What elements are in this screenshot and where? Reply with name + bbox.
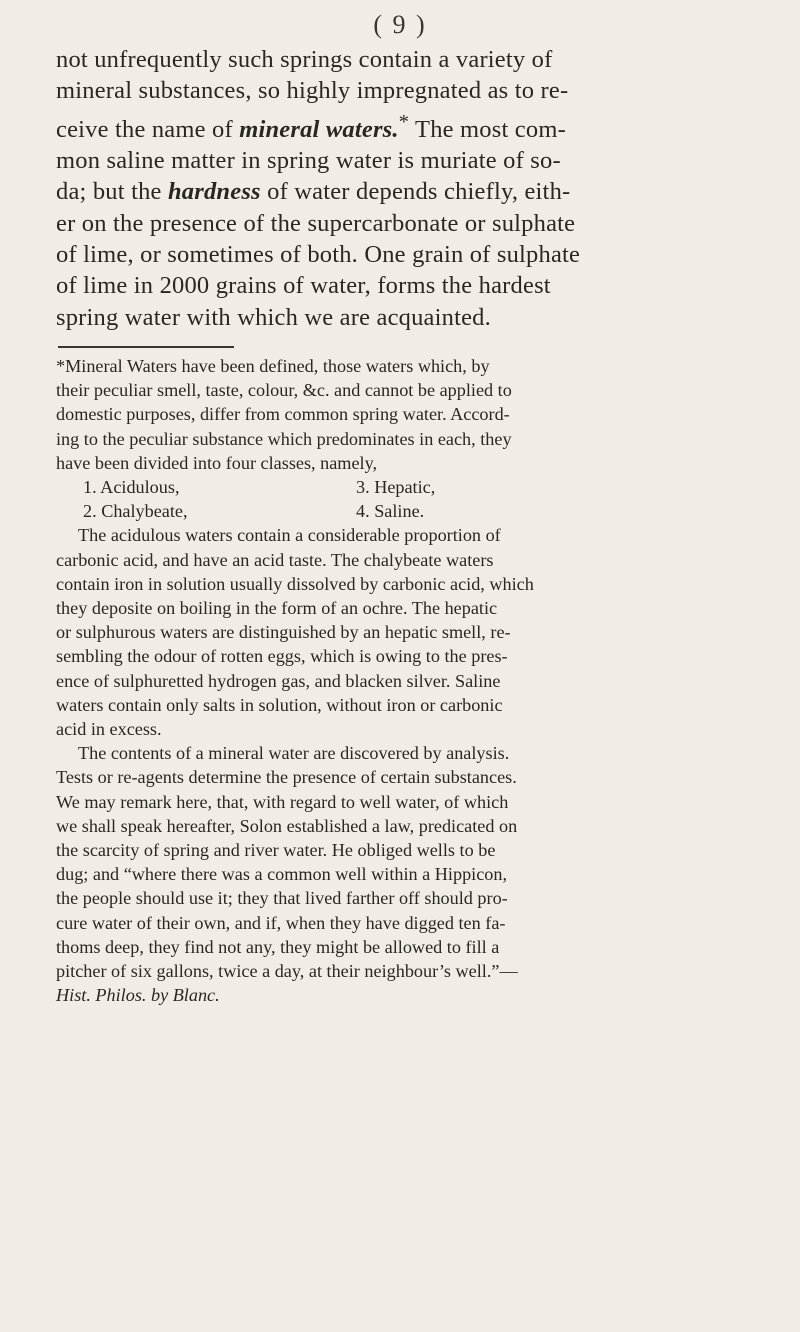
main-line-2: mineral substances, so highly impregnated as to re-	[56, 77, 569, 105]
main-line-3-start: ceive the name of	[56, 115, 240, 143]
main-line-7: of lime, or sometimes of both. One grain of sulphate	[56, 240, 581, 268]
main-text	[56, 44, 746, 333]
main-line-1: not unfrequently such springs contain a variety of	[56, 46, 553, 73]
footnote-line: we shall speak hereafter, Solon established a law, predicated on	[56, 815, 518, 836]
footnote-marker: *	[398, 110, 410, 133]
footnote-line: sembling the odour of rotten eggs, which is owing to the pres-	[56, 646, 508, 667]
footnote-line: their peculiar smell, taste, colour, &c. and cannot be applied to	[56, 380, 512, 401]
main-line-5	[56, 176, 746, 207]
footnote-line: Tests or re-agents determine the presence of certain substances.	[56, 767, 517, 788]
mineral-waters-term: mineral waters.	[239, 115, 399, 143]
footnote-line: dug; and “where there was a common well within a Hippicon,	[56, 864, 508, 885]
footnote-line: they deposite on boiling in the form of an ochre. The hepatic	[56, 598, 498, 618]
class-row	[56, 499, 744, 523]
footnote-line: the scarcity of spring and river water. He obliged wells to be	[56, 840, 496, 861]
footnote-line: waters contain only salts in solution, without iron or carbonic	[56, 694, 503, 715]
footnote-line: The acidulous waters contain a considerable proportion of	[78, 525, 501, 546]
footnote-line: the people should use it; they that lived farther off should pro-	[56, 888, 508, 909]
class-hepatic: 3. Hepatic,	[356, 477, 436, 498]
footnote-line: We may remark here, that, with regard to well water, of which	[56, 791, 509, 812]
footnote-line: pitcher of six gallons, twice a day, at their neighbour’s well.”—	[56, 961, 518, 982]
footnote-line: *Mineral Waters have been defined, those waters which, by	[56, 356, 490, 376]
main-line-5-start: da; but the	[56, 178, 168, 206]
footnote-line: thoms deep, they find not any, they might be allowed to fill a	[56, 936, 500, 957]
footnote-line: cure water of their own, and if, when they have digged ten fa-	[56, 912, 506, 933]
main-line-4: mon saline matter in spring water is muriate of so-	[56, 147, 561, 175]
main-line-5-end: of water depends chiefly, eith-	[260, 178, 571, 206]
main-line-8: of lime in 2000 grains of water, forms the hardest	[56, 272, 551, 300]
class-chalybeate: 2. Chalybeate,	[83, 501, 188, 522]
page-number: ( 9 )	[373, 10, 427, 39]
mineral-water-classes	[56, 475, 744, 523]
footnote-line: carbonic acid, and have an acid taste. The chalybeate waters	[56, 549, 494, 570]
main-line-6: er on the presence of the supercarbonate or sulphate	[56, 209, 576, 237]
main-line-3	[56, 107, 746, 145]
footnote-line: ence of sulphuretted hydrogen gas, and blacken silver. Saline	[56, 670, 501, 691]
citation: Hist. Philos. by Blanc.	[56, 985, 220, 1006]
class-saline: 4. Saline.	[356, 501, 425, 522]
main-line-3-end: The most com-	[409, 115, 566, 143]
footnote	[56, 354, 744, 1007]
footnote-line: The contents of a mineral water are discovered by analysis.	[78, 743, 510, 764]
class-row	[56, 475, 744, 499]
footnote-line: ing to the peculiar substance which predominates in each, they	[56, 428, 512, 449]
footnote-line: acid in excess.	[56, 719, 162, 740]
footnote-line: contain iron in solution usually dissolved by carbonic acid, which	[56, 573, 534, 594]
hardness-term: hardness	[167, 178, 261, 206]
main-line-9: spring water with which we are acquainted.	[56, 303, 491, 331]
footnote-line: have been divided into four classes, namely,	[56, 452, 378, 473]
class-acidulous: 1. Acidulous,	[83, 477, 180, 498]
footnote-line: domestic purposes, differ from common spring water. Accord-	[56, 404, 510, 425]
footnote-rule	[58, 346, 234, 348]
footnote-line: or sulphurous waters are distinguished by an hepatic smell, re-	[56, 622, 511, 643]
